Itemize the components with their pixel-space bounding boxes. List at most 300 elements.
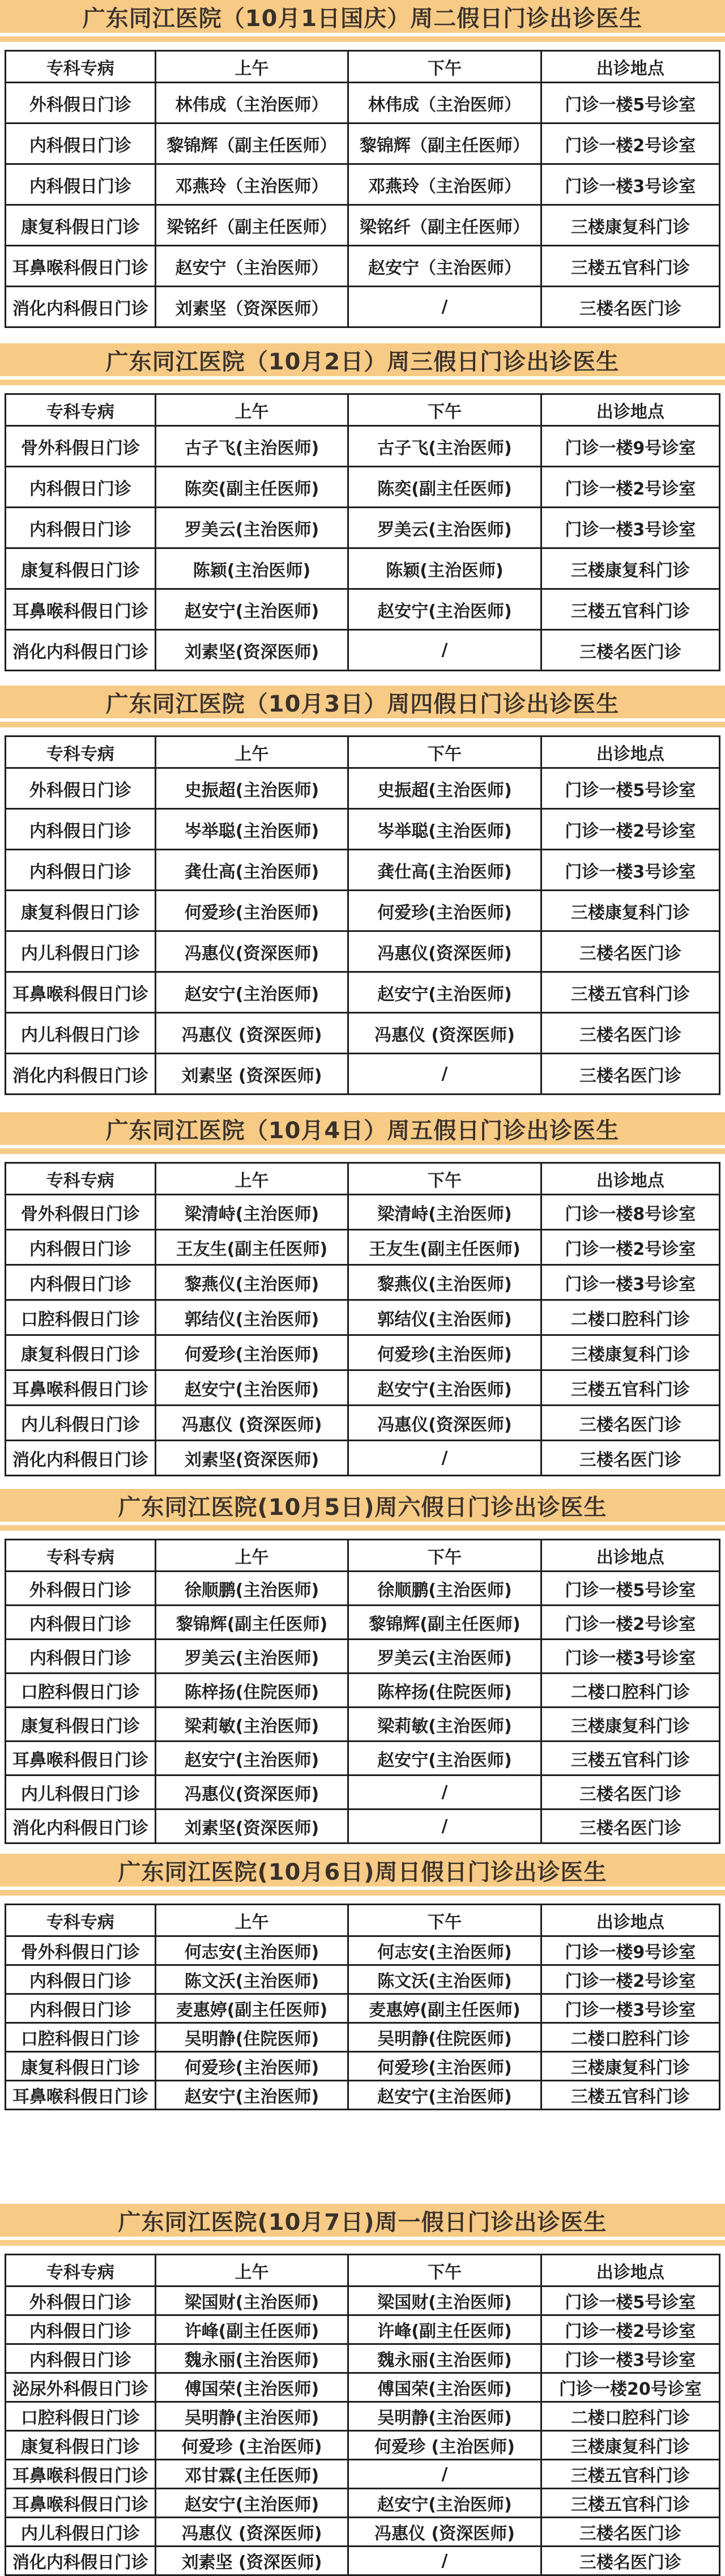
- afternoon-doctor-cell: /: [348, 1809, 541, 1843]
- column-header: 下午: [348, 1905, 541, 1936]
- location-cell: 门诊一楼2号诊室: [541, 1230, 719, 1265]
- column-header: 上午: [155, 1163, 348, 1195]
- afternoon-doctor-cell: 黎锦辉(副主任医师): [348, 1606, 541, 1640]
- department-cell: 内科假日门诊: [6, 467, 156, 508]
- column-header: 专科专病: [6, 2255, 156, 2287]
- department-cell: 耳鼻喉科假日门诊: [6, 2081, 156, 2110]
- column-header: 下午: [348, 736, 541, 768]
- afternoon-doctor-cell: 梁国财(主治医师): [348, 2287, 541, 2315]
- section-title-bar: [0, 1112, 725, 1145]
- location-cell: 门诊一楼3号诊室: [541, 508, 719, 548]
- column-header: 上午: [155, 2255, 348, 2287]
- location-cell: 门诊一楼2号诊室: [541, 809, 719, 850]
- morning-doctor-cell: 刘素坚（资深医师）: [155, 287, 348, 327]
- department-cell: 消化内科假日门诊: [6, 630, 156, 671]
- department-cell: 康复科假日门诊: [6, 2431, 156, 2460]
- morning-doctor-cell: 冯惠仪 (资深医师): [155, 1013, 348, 1054]
- location-cell: 门诊一楼5号诊室: [541, 1572, 719, 1606]
- header-row: [6, 1163, 720, 1195]
- location-cell: 三楼名医门诊: [541, 1013, 719, 1054]
- column-header: 上午: [155, 1540, 348, 1572]
- location-cell: 门诊一楼5号诊室: [541, 83, 719, 124]
- department-cell: 康复科假日门诊: [6, 205, 156, 246]
- table-row: [6, 2518, 720, 2547]
- afternoon-doctor-cell: 吴明静(住院医师): [348, 2023, 541, 2052]
- column-header: 专科专病: [6, 1905, 156, 1936]
- department-cell: 消化内科假日门诊: [6, 287, 156, 327]
- department-cell: 口腔科假日门诊: [6, 1674, 156, 1708]
- department-cell: 内科假日门诊: [6, 1994, 156, 2023]
- header-row: [6, 1540, 720, 1572]
- department-cell: 口腔科假日门诊: [6, 2402, 156, 2431]
- afternoon-doctor-cell: 麦惠婷(副主任医师): [348, 1994, 541, 2023]
- morning-doctor-cell: 黎锦辉(副主任医师): [155, 1606, 348, 1640]
- location-cell: 三楼名医门诊: [541, 1441, 719, 1476]
- department-cell: 康复科假日门诊: [6, 1335, 156, 1370]
- afternoon-doctor-cell: 冯惠仪 (资深医师): [348, 1013, 541, 1054]
- afternoon-doctor-cell: 陈颖(主治医师): [348, 548, 541, 589]
- location-cell: 门诊一楼3号诊室: [541, 2344, 719, 2373]
- column-header: 专科专病: [6, 1163, 156, 1195]
- schedule-section: [0, 1112, 725, 1476]
- section-title: 广东同江医院（10月3日）周四假日门诊出诊医生: [105, 691, 620, 717]
- table-row: [6, 1441, 720, 1476]
- column-header: 出诊地点: [541, 1905, 719, 1936]
- department-cell: 内科假日门诊: [6, 1230, 156, 1265]
- department-cell: 内科假日门诊: [6, 1965, 156, 1994]
- department-cell: 消化内科假日门诊: [6, 1809, 156, 1843]
- column-header: 下午: [348, 2255, 541, 2287]
- department-cell: 内科假日门诊: [6, 2344, 156, 2373]
- location-cell: 门诊一楼9号诊室: [541, 1936, 719, 1965]
- table-row: [6, 1994, 720, 2023]
- table-row: [6, 2460, 720, 2489]
- location-cell: 三楼康复科门诊: [541, 1708, 719, 1742]
- afternoon-doctor-cell: 吴明静(主治医师): [348, 2402, 541, 2431]
- department-cell: 外科假日门诊: [6, 1572, 156, 1606]
- table-row: [6, 1708, 720, 1742]
- department-cell: 内科假日门诊: [6, 1640, 156, 1674]
- morning-doctor-cell: 梁国财(主治医师): [155, 2287, 348, 2315]
- department-cell: 外科假日门诊: [6, 83, 156, 124]
- table-row: [6, 1965, 720, 1994]
- location-cell: 三楼康复科门诊: [541, 548, 719, 589]
- location-cell: 门诊一楼2号诊室: [541, 1965, 719, 1994]
- table-row: [6, 1775, 720, 1809]
- afternoon-doctor-cell: /: [348, 1441, 541, 1476]
- afternoon-doctor-cell: 赵安宁(主治医师): [348, 2081, 541, 2110]
- afternoon-doctor-cell: 冯惠仪 (资深医师): [348, 2518, 541, 2547]
- morning-doctor-cell: 冯惠仪(资深医师): [155, 1775, 348, 1809]
- location-cell: 三楼名医门诊: [541, 931, 719, 972]
- table-row: [6, 850, 720, 891]
- column-header: 出诊地点: [541, 1540, 719, 1572]
- header-row: [6, 394, 720, 426]
- table-row: [6, 931, 720, 972]
- afternoon-doctor-cell: 梁清峙(主治医师): [348, 1195, 541, 1230]
- table-row: [6, 2547, 720, 2575]
- schedule-section: [0, 685, 725, 1095]
- section-title: 广东同江医院（10月2日）周三假日门诊出诊医生: [105, 348, 620, 375]
- department-cell: 内儿科假日门诊: [6, 931, 156, 972]
- morning-doctor-cell: 刘素坚(资深医师): [155, 1441, 348, 1476]
- morning-doctor-cell: 黎燕仪(主治医师): [155, 1265, 348, 1300]
- location-cell: 二楼口腔科门诊: [541, 1674, 719, 1708]
- department-cell: 内科假日门诊: [6, 2315, 156, 2344]
- morning-doctor-cell: 吴明静(住院医师): [155, 2023, 348, 2052]
- location-cell: 三楼五官科门诊: [541, 2489, 719, 2518]
- morning-doctor-cell: 邓甘霖(主任医师): [155, 2460, 348, 2489]
- morning-doctor-cell: 何志安(主治医师): [155, 1936, 348, 1965]
- section-title: 广东同江医院（10月1日国庆）周二假日门诊出诊医生: [82, 5, 643, 32]
- table-row: [6, 891, 720, 931]
- morning-doctor-cell: 刘素坚 (资深医师): [155, 1054, 348, 1095]
- afternoon-doctor-cell: /: [348, 2460, 541, 2489]
- accent-stripe: [0, 722, 725, 727]
- location-cell: 门诊一楼20号诊室: [541, 2373, 719, 2402]
- table-row: [6, 246, 720, 287]
- afternoon-doctor-cell: 何志安(主治医师): [348, 1936, 541, 1965]
- schedule-table: [5, 1539, 720, 1844]
- afternoon-doctor-cell: 冯惠仪(资深医师): [348, 1406, 541, 1441]
- table-row: [6, 2402, 720, 2431]
- table-row: [6, 1809, 720, 1843]
- morning-doctor-cell: 梁莉敏(主治医师): [155, 1708, 348, 1742]
- section-title: 广东同江医院(10月5日)周六假日门诊出诊医生: [118, 1494, 607, 1521]
- location-cell: 三楼康复科门诊: [541, 2052, 719, 2081]
- afternoon-doctor-cell: 赵安宁(主治医师): [348, 1742, 541, 1775]
- schedule-section: [0, 0, 725, 328]
- column-header: 专科专病: [6, 736, 156, 768]
- location-cell: 门诊一楼2号诊室: [541, 1606, 719, 1640]
- afternoon-doctor-cell: /: [348, 630, 541, 671]
- department-cell: 耳鼻喉科假日门诊: [6, 246, 156, 287]
- table-row: [6, 1013, 720, 1054]
- department-cell: 外科假日门诊: [6, 768, 156, 809]
- table-row: [6, 1674, 720, 1708]
- location-cell: 门诊一楼3号诊室: [541, 850, 719, 891]
- department-cell: 康复科假日门诊: [6, 2052, 156, 2081]
- table-row: [6, 768, 720, 809]
- accent-stripe: [0, 1890, 725, 1896]
- morning-doctor-cell: 许峰(副主任医师): [155, 2315, 348, 2344]
- table-row: [6, 287, 720, 327]
- location-cell: 门诊一楼5号诊室: [541, 2287, 719, 2315]
- location-cell: 门诊一楼3号诊室: [541, 164, 719, 205]
- morning-doctor-cell: 陈奕(副主任医师): [155, 467, 348, 508]
- afternoon-doctor-cell: 黎燕仪(主治医师): [348, 1265, 541, 1300]
- afternoon-doctor-cell: 冯惠仪(资深医师): [348, 931, 541, 972]
- afternoon-doctor-cell: 黎锦辉（副主任医师）: [348, 124, 541, 164]
- table-row: [6, 1406, 720, 1441]
- location-cell: 门诊一楼2号诊室: [541, 2315, 719, 2344]
- location-cell: 三楼名医门诊: [541, 2547, 719, 2575]
- section-title-bar: [0, 2204, 725, 2237]
- table-row: [6, 548, 720, 589]
- morning-doctor-cell: 赵安宁(主治医师): [155, 2489, 348, 2518]
- department-cell: 康复科假日门诊: [6, 891, 156, 931]
- table-row: [6, 2023, 720, 2052]
- table-row: [6, 2081, 720, 2110]
- location-cell: 门诊一楼2号诊室: [541, 467, 719, 508]
- schedule-section: [0, 1489, 725, 1844]
- table-row: [6, 2287, 720, 2315]
- table-row: [6, 1572, 720, 1606]
- table-row: [6, 1335, 720, 1370]
- section-title: 广东同江医院(10月7日)周一假日门诊出诊医生: [118, 2209, 607, 2236]
- table-row: [6, 508, 720, 548]
- table-row: [6, 589, 720, 630]
- afternoon-doctor-cell: 何爱珍(主治医师): [348, 1335, 541, 1370]
- schedule-section: [0, 2204, 725, 2576]
- schedule-table: [5, 1162, 720, 1476]
- afternoon-doctor-cell: 梁铭纤（副主任医师）: [348, 205, 541, 246]
- afternoon-doctor-cell: 邓燕玲（主治医师）: [348, 164, 541, 205]
- department-cell: 泌尿外科假日门诊: [6, 2373, 156, 2402]
- afternoon-doctor-cell: 罗美云(主治医师): [348, 1640, 541, 1674]
- location-cell: 三楼五官科门诊: [541, 2460, 719, 2489]
- afternoon-doctor-cell: 陈文沃(主治医师): [348, 1965, 541, 1994]
- afternoon-doctor-cell: 许峰(副主任医师): [348, 2315, 541, 2344]
- column-header: 上午: [155, 736, 348, 768]
- afternoon-doctor-cell: /: [348, 1054, 541, 1095]
- afternoon-doctor-cell: 徐顺鹏(主治医师): [348, 1572, 541, 1606]
- location-cell: 三楼五官科门诊: [541, 246, 719, 287]
- morning-doctor-cell: 何爱珍(主治医师): [155, 1335, 348, 1370]
- column-header: 出诊地点: [541, 1163, 719, 1195]
- afternoon-doctor-cell: 史振超(主治医师): [348, 768, 541, 809]
- department-cell: 内科假日门诊: [6, 164, 156, 205]
- afternoon-doctor-cell: 龚仕高(主治医师): [348, 850, 541, 891]
- column-header: 出诊地点: [541, 736, 719, 768]
- afternoon-doctor-cell: 郭结仪(主治医师): [348, 1300, 541, 1335]
- department-cell: 内科假日门诊: [6, 1606, 156, 1640]
- department-cell: 口腔科假日门诊: [6, 2023, 156, 2052]
- morning-doctor-cell: 赵安宁(主治医师): [155, 972, 348, 1013]
- column-header: 下午: [348, 51, 541, 83]
- afternoon-doctor-cell: /: [348, 2547, 541, 2575]
- table-row: [6, 2431, 720, 2460]
- morning-doctor-cell: 刘素坚(资深医师): [155, 1809, 348, 1843]
- column-header: 下午: [348, 1163, 541, 1195]
- afternoon-doctor-cell: 赵安宁（主治医师）: [348, 246, 541, 287]
- location-cell: 三楼名医门诊: [541, 1406, 719, 1441]
- column-header: 专科专病: [6, 1540, 156, 1572]
- department-cell: 内科假日门诊: [6, 508, 156, 548]
- morning-doctor-cell: 何爱珍(主治医师): [155, 2052, 348, 2081]
- morning-doctor-cell: 郭结仪(主治医师): [155, 1300, 348, 1335]
- table-row: [6, 972, 720, 1013]
- table-row: [6, 164, 720, 205]
- location-cell: 三楼康复科门诊: [541, 205, 719, 246]
- location-cell: 三楼五官科门诊: [541, 972, 719, 1013]
- column-header: 上午: [155, 1905, 348, 1936]
- section-title-bar: [0, 343, 725, 376]
- morning-doctor-cell: 赵安宁(主治医师): [155, 1370, 348, 1406]
- location-cell: 门诊一楼5号诊室: [541, 768, 719, 809]
- afternoon-doctor-cell: 赵安宁(主治医师): [348, 2489, 541, 2518]
- morning-doctor-cell: 陈文沃(主治医师): [155, 1965, 348, 1994]
- morning-doctor-cell: 赵安宁(主治医师): [155, 589, 348, 630]
- table-row: [6, 1265, 720, 1300]
- afternoon-doctor-cell: 古子飞(主治医师): [348, 426, 541, 467]
- location-cell: 三楼五官科门诊: [541, 589, 719, 630]
- department-cell: 内科假日门诊: [6, 809, 156, 850]
- morning-doctor-cell: 史振超(主治医师): [155, 768, 348, 809]
- column-header: 出诊地点: [541, 2255, 719, 2287]
- table-row: [6, 2344, 720, 2373]
- location-cell: 三楼五官科门诊: [541, 1742, 719, 1775]
- table-row: [6, 1640, 720, 1674]
- afternoon-doctor-cell: 何爱珍 (主治医师): [348, 2431, 541, 2460]
- column-header: 下午: [348, 1540, 541, 1572]
- morning-doctor-cell: 冯惠仪 (资深医师): [155, 1406, 348, 1441]
- department-cell: 耳鼻喉科假日门诊: [6, 972, 156, 1013]
- accent-stripe: [0, 380, 725, 385]
- table-row: [6, 1936, 720, 1965]
- afternoon-doctor-cell: /: [348, 1775, 541, 1809]
- section-title: 广东同江医院（10月4日）周五假日门诊出诊医生: [105, 1117, 620, 1144]
- location-cell: 门诊一楼3号诊室: [541, 1994, 719, 2023]
- department-cell: 耳鼻喉科假日门诊: [6, 2460, 156, 2489]
- department-cell: 骨外科假日门诊: [6, 426, 156, 467]
- department-cell: 内科假日门诊: [6, 1265, 156, 1300]
- schedule-table: [5, 1904, 720, 2110]
- table-row: [6, 124, 720, 164]
- morning-doctor-cell: 岑举聪(主治医师): [155, 809, 348, 850]
- afternoon-doctor-cell: 何爱珍(主治医师): [348, 891, 541, 931]
- column-header: 出诊地点: [541, 394, 719, 426]
- location-cell: 门诊一楼2号诊室: [541, 124, 719, 164]
- morning-doctor-cell: 赵安宁（主治医师）: [155, 246, 348, 287]
- schedule-section: [0, 1854, 725, 2110]
- table-row: [6, 1370, 720, 1406]
- morning-doctor-cell: 赵安宁(主治医师): [155, 1742, 348, 1775]
- department-cell: 内科假日门诊: [6, 850, 156, 891]
- morning-doctor-cell: 黎锦辉（副主任医师）: [155, 124, 348, 164]
- morning-doctor-cell: 罗美云(主治医师): [155, 1640, 348, 1674]
- department-cell: 内科假日门诊: [6, 124, 156, 164]
- department-cell: 康复科假日门诊: [6, 1708, 156, 1742]
- morning-doctor-cell: 龚仕高(主治医师): [155, 850, 348, 891]
- morning-doctor-cell: 梁铭纤（副主任医师）: [155, 205, 348, 246]
- location-cell: 三楼康复科门诊: [541, 1335, 719, 1370]
- afternoon-doctor-cell: /: [348, 287, 541, 327]
- morning-doctor-cell: 梁清峙(主治医师): [155, 1195, 348, 1230]
- section-title-bar: [0, 1489, 725, 1522]
- section-title: 广东同江医院(10月6日)周日假日门诊出诊医生: [118, 1859, 607, 1885]
- morning-doctor-cell: 何爱珍(主治医师): [155, 891, 348, 931]
- section-title-bar: [0, 1854, 725, 1887]
- table-row: [6, 1742, 720, 1775]
- location-cell: 三楼名医门诊: [541, 1775, 719, 1809]
- schedule-table: [5, 393, 720, 671]
- morning-doctor-cell: 林伟成（主治医师）: [155, 83, 348, 124]
- accent-stripe: [0, 1148, 725, 1154]
- header-row: [6, 736, 720, 768]
- department-cell: 消化内科假日门诊: [6, 1054, 156, 1095]
- column-header: 上午: [155, 394, 348, 426]
- afternoon-doctor-cell: 赵安宁(主治医师): [348, 1370, 541, 1406]
- morning-doctor-cell: 吴明静(主治医师): [155, 2402, 348, 2431]
- department-cell: 外科假日门诊: [6, 2287, 156, 2315]
- morning-doctor-cell: 邓燕玲（主治医师）: [155, 164, 348, 205]
- department-cell: 耳鼻喉科假日门诊: [6, 1742, 156, 1775]
- morning-doctor-cell: 魏永丽(主治医师): [155, 2344, 348, 2373]
- afternoon-doctor-cell: 傅国荣(主治医师): [348, 2373, 541, 2402]
- department-cell: 内儿科假日门诊: [6, 1406, 156, 1441]
- table-row: [6, 1230, 720, 1265]
- section-title-bar: [0, 685, 725, 718]
- location-cell: 三楼康复科门诊: [541, 891, 719, 931]
- morning-doctor-cell: 王友生(副主任医师): [155, 1230, 348, 1265]
- department-cell: 内儿科假日门诊: [6, 1013, 156, 1054]
- location-cell: 门诊一楼3号诊室: [541, 1640, 719, 1674]
- section-title-bar: [0, 0, 725, 33]
- table-row: [6, 630, 720, 671]
- table-row: [6, 426, 720, 467]
- location-cell: 三楼五官科门诊: [541, 1370, 719, 1406]
- morning-doctor-cell: 冯惠仪 (资深医师): [155, 2518, 348, 2547]
- location-cell: 三楼名医门诊: [541, 287, 719, 327]
- location-cell: 二楼口腔科门诊: [541, 1300, 719, 1335]
- afternoon-doctor-cell: 林伟成（主治医师）: [348, 83, 541, 124]
- schedule-section: [0, 343, 725, 671]
- schedule-table: [5, 2254, 720, 2576]
- department-cell: 消化内科假日门诊: [6, 1441, 156, 1476]
- header-row: [6, 2255, 720, 2287]
- table-row: [6, 467, 720, 508]
- schedule-table: [5, 735, 720, 1095]
- morning-doctor-cell: 赵安宁(主治医师): [155, 2081, 348, 2110]
- location-cell: 门诊一楼8号诊室: [541, 1195, 719, 1230]
- afternoon-doctor-cell: 魏永丽(主治医师): [348, 2344, 541, 2373]
- column-header: 上午: [155, 51, 348, 83]
- table-row: [6, 205, 720, 246]
- morning-doctor-cell: 刘素坚 (资深医师): [155, 2547, 348, 2575]
- department-cell: 康复科假日门诊: [6, 548, 156, 589]
- location-cell: 三楼名医门诊: [541, 630, 719, 671]
- morning-doctor-cell: 古子飞(主治医师): [155, 426, 348, 467]
- afternoon-doctor-cell: 岑举聪(主治医师): [348, 809, 541, 850]
- accent-stripe: [0, 1525, 725, 1531]
- table-row: [6, 1195, 720, 1230]
- afternoon-doctor-cell: 梁莉敏(主治医师): [348, 1708, 541, 1742]
- morning-doctor-cell: 陈梓扬(住院医师): [155, 1674, 348, 1708]
- table-row: [6, 2052, 720, 2081]
- table-row: [6, 809, 720, 850]
- morning-doctor-cell: 麦惠婷(副主任医师): [155, 1994, 348, 2023]
- table-row: [6, 2373, 720, 2402]
- column-header: 专科专病: [6, 51, 156, 83]
- schedule-table: [5, 50, 720, 328]
- department-cell: 耳鼻喉科假日门诊: [6, 2489, 156, 2518]
- afternoon-doctor-cell: 赵安宁(主治医师): [348, 589, 541, 630]
- afternoon-doctor-cell: 罗美云(主治医师): [348, 508, 541, 548]
- header-row: [6, 51, 720, 83]
- table-row: [6, 83, 720, 124]
- accent-stripe: [0, 2240, 725, 2246]
- morning-doctor-cell: 徐顺鹏(主治医师): [155, 1572, 348, 1606]
- column-header: 出诊地点: [541, 51, 719, 83]
- location-cell: 二楼口腔科门诊: [541, 2402, 719, 2431]
- department-cell: 口腔科假日门诊: [6, 1300, 156, 1335]
- table-row: [6, 1054, 720, 1095]
- department-cell: 消化内科假日门诊: [6, 2547, 156, 2575]
- morning-doctor-cell: 罗美云(主治医师): [155, 508, 348, 548]
- location-cell: 三楼名医门诊: [541, 2518, 719, 2547]
- department-cell: 内儿科假日门诊: [6, 2518, 156, 2547]
